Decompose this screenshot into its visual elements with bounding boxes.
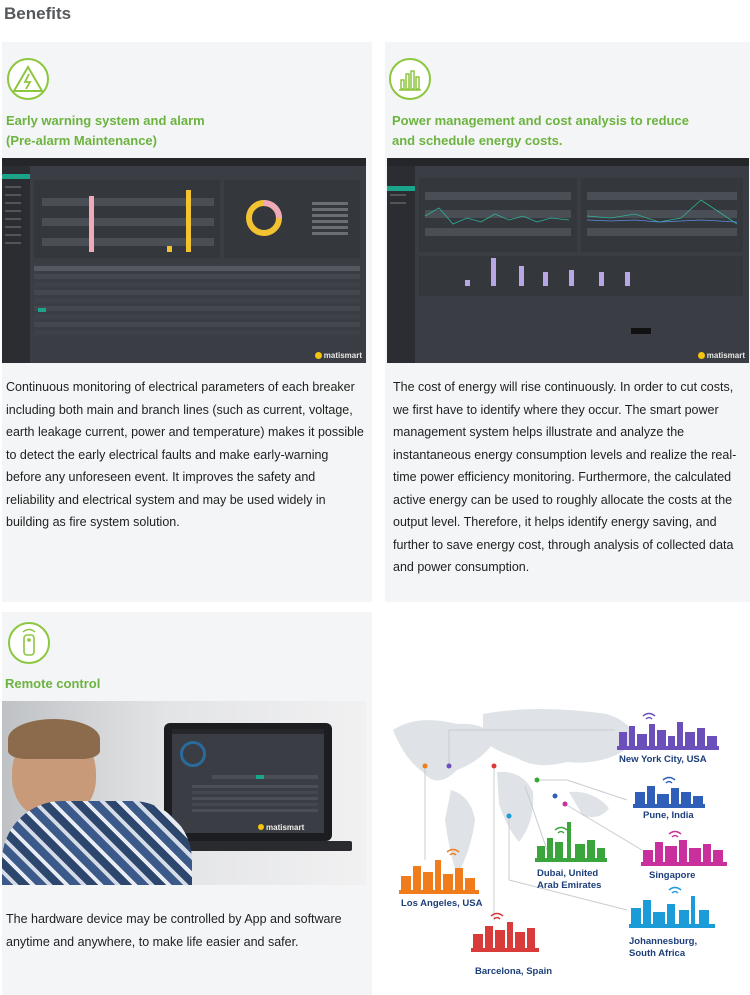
brand-logo: matismart	[698, 351, 745, 360]
page-heading: Benefits	[4, 4, 72, 23]
lightning-warning-icon	[7, 58, 49, 100]
city-label-barcelona: Barcelona, Spain	[475, 966, 553, 977]
city-label-los-angeles: Los Angeles, USA	[401, 898, 483, 909]
feature-body-early-warning: Continuous monitoring of electrical parameters of each breaker including both main and branch lines (such as current, voltage, earth leakage current, power and temperature) makes it possible to detect the early electrical faults and make early-warning before any unforeseen event. It improves the safety and reliability and electrical system and may be used widely in building as fire system solution.	[6, 380, 364, 529]
city-label-new-york: New York City, USA	[619, 754, 707, 765]
feature-title-remote-control: Remote control	[5, 676, 101, 691]
feature-title-power-management: Power management and cost analysis to reduce and schedule energy costs.	[392, 113, 689, 148]
remote-control-icon	[8, 622, 50, 664]
laptop-user-photo	[2, 701, 366, 885]
feature-title-early-warning: Early warning system and alarm (Pre-alarm Maintenance)	[6, 113, 205, 148]
brand-logo: matismart	[315, 351, 362, 360]
feature-body-power-management: The cost of energy will rise continuously. In order to cut costs, we first have to identify where they occur. The smart power management system helps illustrate and analyze the instantaneous energy consumption levels and realize the real-time power efficiency monitoring. Furthermore, the calculated active energy can be used to roughly allocate the costs at the output level. Therefore, it helps identify energy saving, and further to save energy cost, through analysis of collected data and power consumption.	[393, 380, 737, 574]
city-label-singapore: Singapore	[649, 870, 696, 881]
feature-body-remote-control: The hardware device may be controlled by App and software anytime and anywhere, to make life easier and safer.	[6, 912, 342, 949]
city-label-pune: Pune, India	[643, 810, 694, 821]
city-label-dubai: Dubai, United Arab Emirates	[537, 868, 602, 891]
brand-logo: matismart	[258, 823, 304, 832]
dashboard-screenshot-power	[387, 158, 749, 363]
dashboard-screenshot-alarm	[2, 158, 366, 363]
city-label-johannesburg: Johannesburg, South Africa	[629, 936, 698, 959]
bar-chart-icon	[389, 58, 431, 100]
world-map-installations	[387, 700, 749, 995]
